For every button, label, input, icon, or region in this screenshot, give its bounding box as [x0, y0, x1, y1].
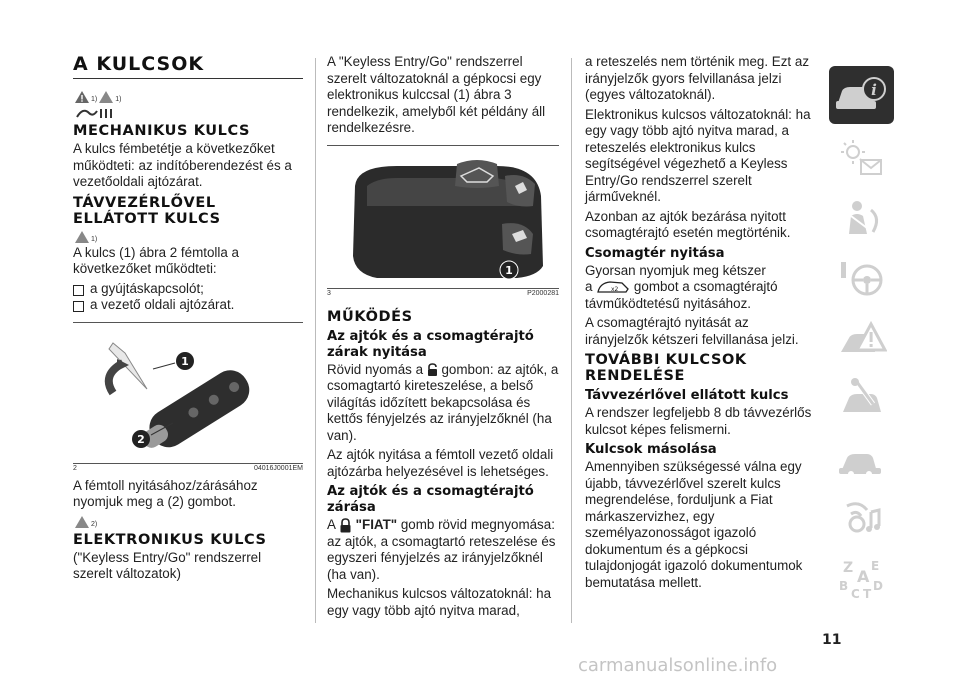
remote-key-text: A kulcs (1) ábra 2 fémtolla a következőket működteti: — [73, 244, 239, 276]
blade-unlock-text: Az ajtók nyitása a fémtoll vezető oldali ajtózárba helyezésével is lehetséges. — [327, 447, 554, 479]
mechanical-key-text: A kulcs fémbetétje a következőket működteti: az indítóberendezést és a vezetőoldali ajtózárat. — [73, 141, 292, 189]
caution-hand-icon — [99, 91, 113, 103]
steering-wheel-icon — [837, 258, 887, 298]
tab-safety[interactable] — [829, 192, 894, 244]
key-copy-text: Amennyiben szükségessé válna egy újabb, távvezérlővel szerelt kulcs megrendelése, forduljunk a Fiat márkaszervizhez, egy személyazonosságot igazoló dokumentum és a gépkocsi tulajdonjogát igazoló dokumentumok bemutatása mellett. — [585, 459, 803, 590]
section-electronic-key: ELEKTRONIKUS KULCS — [73, 531, 267, 548]
tailgate-button-icon — [596, 280, 630, 294]
media-navigation-icon — [837, 498, 887, 538]
svg-text:A: A — [856, 567, 869, 586]
environment-note — [75, 105, 303, 119]
lock-padlock-icon — [339, 518, 352, 533]
car-data-icon — [837, 438, 887, 478]
list-item: a vezető oldali ajtózárat. — [73, 297, 303, 314]
flip-key-illustration — [73, 323, 303, 463]
boot-indicator-text: A csomagtérajtó nyitását az irányjelzők kétszeri felvillanása jelzi. — [585, 315, 799, 347]
svg-text:1: 1 — [181, 354, 189, 368]
continued-text: a reteszelés nem történik meg. Ezt az irányjelzők gyors felvillanása jelzi (egyes változatoknál). — [585, 54, 810, 102]
electronic-key-text: ("Keyless Entry/Go" rendszerrel szerelt változatok) — [73, 549, 262, 581]
caution-icon — [75, 516, 89, 528]
subsection-remote-key: Távvezérlővel ellátott kulcs — [585, 388, 789, 403]
flip-blade-text: A fémtoll nyitásához/zárásához nyomjuk meg a (2) gombot. — [73, 477, 258, 509]
svg-text:E: E — [870, 559, 879, 573]
tab-index[interactable] — [829, 552, 894, 604]
lock-text: A "FIAT" gomb rövid megnyomása: az ajtók, a csomagtartó reteszelése és egyszeri fényjelzés az irányjelzőknél (ha van). — [327, 517, 556, 582]
column-2 — [327, 54, 559, 622]
warning-refs — [75, 85, 303, 103]
svg-text:i: i — [870, 81, 877, 99]
column-3 — [585, 54, 815, 594]
wrench-car-icon — [837, 378, 887, 418]
column-divider — [571, 58, 572, 623]
tab-maintenance[interactable] — [829, 372, 894, 424]
svg-text:x2: x2 — [611, 286, 619, 294]
tab-car-info[interactable] — [829, 66, 894, 124]
dashboard-lights-icon — [837, 138, 887, 178]
tab-emergency[interactable] — [829, 312, 894, 364]
svg-text:Z: Z — [842, 560, 853, 576]
tab-multimedia[interactable] — [829, 492, 894, 544]
unlock-text: Rövid nyomás a gombon: az ajtók, a csomagtartó kireteszelése, a belső világítás időzített bekapcsolása és kettős fényjelzés az irányjelzőknél (ha van). — [327, 361, 559, 443]
page-number: 11 — [822, 632, 842, 648]
subsection-key-copy: Kulcsok másolása — [585, 442, 717, 457]
svg-text:T: T — [862, 587, 871, 600]
checkbox-bullet — [73, 301, 84, 312]
warning-triangle-icon — [837, 318, 887, 358]
watermark: carmanualsonline.info — [578, 655, 778, 676]
car-info-icon — [834, 75, 890, 115]
checkbox-bullet — [73, 285, 84, 296]
remote-key-limit-text: A rendszer legfeljebb 8 db távvezérlős kulcsot képes felismerni. — [585, 405, 812, 437]
unlock-padlock-icon — [427, 363, 438, 377]
svg-text:D: D — [872, 579, 883, 593]
section-mechanical-key: MECHANIKUS KULCS — [73, 123, 251, 139]
subsection-lock: Az ajtók és a csomagtérajtó zárása — [327, 484, 534, 515]
figure-2 — [73, 323, 303, 463]
svg-text:C: C — [850, 587, 860, 600]
mechanical-lock-text: Mechanikus kulcsos változatoknál: ha egy vagy több ajtó nyitva marad, — [327, 586, 552, 618]
boot-opening-text: Gyorsan nyomjuk meg kétszer a x2 gombot a csomagtérajtó távműködtetésű nyitásához. — [585, 262, 778, 311]
caution-icon — [75, 231, 89, 243]
alphabet-index-icon — [837, 556, 887, 600]
list-item: a gyújtáskapcsolót; — [73, 281, 303, 298]
warning-triangle-icon — [75, 91, 89, 103]
chapter-title: A KULCSOK — [73, 53, 205, 75]
subsection-unlock: Az ajtók és a csomagtérajtó zárak nyitása — [327, 328, 534, 360]
smart-key-illustration — [327, 146, 559, 288]
flip-blade-warning: 2) — [75, 514, 303, 528]
remote-key-warning: 1) — [75, 229, 303, 243]
electronic-key-intro: A "Keyless Entry/Go" rendszerrel szerelt változatoknál a gépkocsi egy elektronikus kulccsal (1) ábra 3 rendelkezik, amelyből két példány áll rendelkezésre. — [327, 54, 546, 135]
section-operation: MŰKÖDÉS — [327, 308, 413, 325]
chapter-tabs — [829, 66, 894, 612]
seatbelt-airbag-icon — [837, 198, 887, 238]
tab-driving[interactable] — [829, 252, 894, 304]
column-1 — [73, 54, 303, 586]
subsection-boot-opening: Csomagtér nyitása — [585, 245, 725, 261]
title-rule — [73, 78, 303, 79]
tailgate-lock-text: Azonban az ajtók bezárása nyitott csomagtérajtó esetén megtörténik. — [585, 208, 791, 240]
column-divider — [315, 58, 316, 623]
figure-caption: 3 P2000281 — [327, 289, 559, 297]
figure-3 — [327, 146, 559, 288]
electronic-lock-text: Elektronikus kulcsos változatoknál: ha egy vagy több ajtó nyitva marad, a reteszelés elektronikus kulcs segítségével végezhető a Keyless Entry/Go rendszerrel szerelt járműveknél. — [585, 106, 811, 204]
section-more-keys: TOVÁBBI KULCSOK RENDELÉSE — [585, 352, 747, 384]
caution-ref: 1) — [115, 96, 122, 103]
tab-dashboard[interactable] — [829, 132, 894, 184]
svg-text:2: 2 — [137, 432, 145, 446]
warning-ref: 1) — [91, 96, 98, 103]
svg-text:B: B — [838, 579, 848, 593]
figure-caption: 2 04016J0001EM — [73, 464, 303, 472]
tab-technical-data[interactable] — [829, 432, 894, 484]
section-remote-key: TÁVVEZÉRLŐVEL ELLÁTOTT KULCS — [73, 194, 221, 227]
svg-text:1: 1 — [505, 263, 513, 277]
environment-icon — [75, 107, 115, 119]
